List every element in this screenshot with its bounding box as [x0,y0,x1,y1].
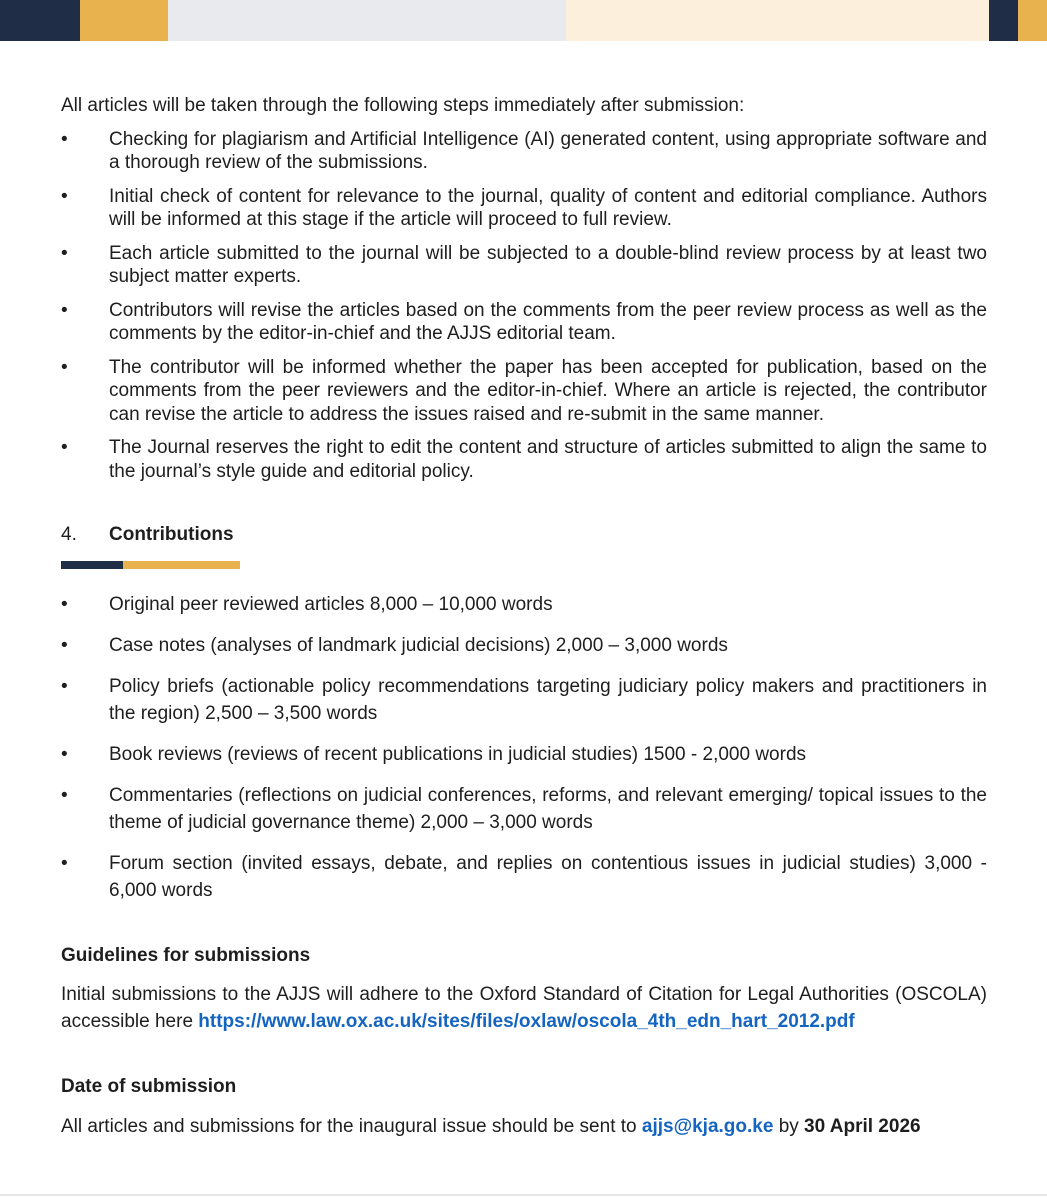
page-bottom-divider [0,1194,1047,1196]
bullet-icon: • [61,852,68,874]
bullet-icon: • [61,185,68,207]
list-item: • Policy briefs (actionable policy recommendations targeting judiciary policy makers and practitioners in the region) 2,500 – 3,500 words [61,673,987,727]
bullet-icon: • [61,437,68,458]
list-item: • Checking for plagiarism and Artificial Intelligence (AI) generated content, using appropriate software and a thorough review of the submissions. [61,128,987,173]
submission-date-heading: Date of submission [61,1076,237,1097]
list-item: • Original peer reviewed articles 8,000 – 10,000 words [61,591,987,618]
bullet-icon: • [61,743,68,765]
bullet-icon: • [61,593,68,615]
list-item: • The Journal reserves the right to edit the content and structure of articles submitted to align the same to the journal’s style guide and editorial policy. [61,437,987,482]
list-item: • Commentaries (reflections on judicial conferences, reforms, and relevant emerging/ topical issues to the theme of judicial governance theme) 2,000 – 3,000 words [61,782,987,836]
bullet-icon: • [61,356,68,378]
deadline-date: 30 April 2026 [804,1115,921,1137]
bullet-icon: • [61,242,68,264]
list-item: • Case notes (analyses of landmark judicial decisions) 2,000 – 3,000 words [61,632,987,659]
section-underline [61,561,240,569]
header-band-navy-corner [989,0,1018,41]
list-item: • The contributor will be informed whether the paper has been accepted for publication, based on the comments from the peer reviewers and the editor-in-chief. Where an article is rejected, the contributor can revise the article to address the issues raised and re-submit in the same manner. [61,356,987,425]
email-link[interactable]: ajjs@kja.go.ke [641,1115,774,1137]
guidelines-paragraph: Initial submissions to the AJJS will adhere to the Oxford Standard of Citation for Legal Authorities (OSCOLA) accessible here https://www.law.ox.ac.uk/sites/files/oxlaw/oscola_4th_edn_hart_2012.pdf [61,984,987,1032]
header-band-cream-block [566,0,989,41]
bullet-icon: • [61,634,68,656]
header-band-gold-corner [1018,0,1047,41]
bullet-icon: • [61,299,68,321]
list-item: • Contributors will revise the articles based on the comments from the peer review process as well as the comments by the editor-in-chief and the AJJS editorial team. [61,299,987,344]
header-band-gold-block [80,0,168,41]
header-band-grey-block [168,0,566,41]
list-item: • Forum section (invited essays, debate, and replies on contentious issues in judicial studies) 3,000 - 6,000 words [61,850,987,904]
section-number: 4. [61,524,77,545]
document-body [61,94,987,1140]
contributions-heading [61,523,987,547]
list-item: • Initial check of content for relevance to the journal, quality of content and editorial compliance. Authors will be informed at this stage if the article will proceed to full review. [61,185,987,230]
bullet-icon: • [61,128,68,150]
oscola-link[interactable]: https://www.law.ox.ac.uk/sites/files/oxlaw/oscola_4th_edn_hart_2012.pdf [198,1011,855,1032]
submission-date-paragraph: All articles and submissions for the inaugural issue should be sent to ajjs@kja.go.ke by 30 April 2026 [61,1115,921,1137]
bullet-icon: • [61,675,68,697]
guidelines-heading: Guidelines for submissions [61,944,311,966]
list-item: • Each article submitted to the journal will be subjected to a double-blind review process by at least two subject matter experts. [61,242,987,287]
header-band-navy-block [0,0,80,41]
contributions-list [61,591,987,904]
section-title: Contributions [109,524,234,545]
list-item: • Book reviews (reviews of recent publications in judicial studies) 1500 - 2,000 words [61,741,987,768]
review-steps-list [61,128,987,484]
bullet-icon: • [61,784,68,806]
steps-intro: All articles will be taken through the following steps immediately after submission: [61,95,745,116]
